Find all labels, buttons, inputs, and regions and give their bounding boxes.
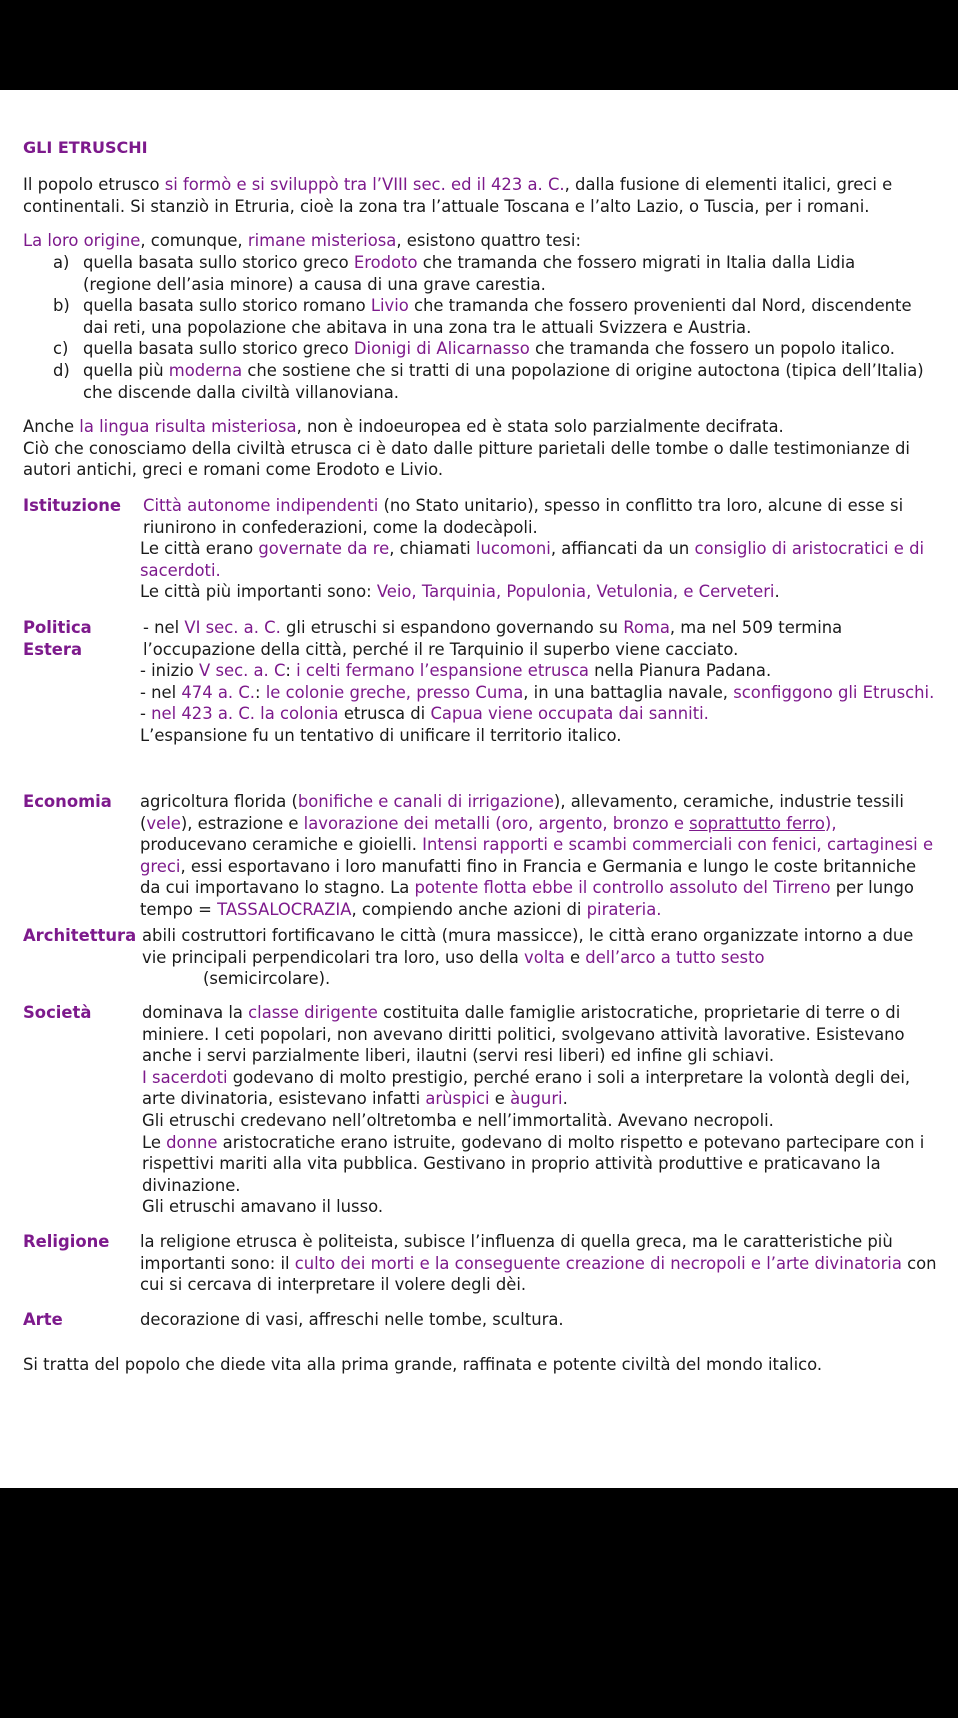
politica-highlight: Roma xyxy=(623,618,670,637)
societa-text: Le xyxy=(142,1132,167,1152)
origin-text: , comunque, xyxy=(140,231,248,250)
language-text-2: , non è indoeuropea ed è stata solo parzialmente decifrata. xyxy=(296,417,784,436)
istituzione-highlight: Veio, Tarquinia, Populonia, Vetulonia, e Cerveteri xyxy=(376,582,775,602)
societa-highlight: àuguri xyxy=(510,1089,563,1109)
politica-text: , ma nel 509 termina l’occupazione della città, perché il re Tarquinio il superbo viene cacciato. xyxy=(143,618,843,659)
document-page xyxy=(0,90,958,1488)
religione-highlight: culto dei morti e la conseguente creazione di necropoli e l’arte divinatoria xyxy=(294,1253,902,1273)
architettura-text: e xyxy=(564,947,586,967)
section-body xyxy=(140,791,940,921)
intro-highlight: si formò e si sviluppò tra l’VIII sec. ed il 423 a. C. xyxy=(164,175,565,194)
istituzione-text: , affiancati da un xyxy=(550,539,695,559)
economia-highlight: vele xyxy=(146,813,181,833)
intro-text: Il popolo etrusco xyxy=(23,175,165,194)
section-body xyxy=(140,1231,940,1296)
list-item xyxy=(23,360,928,403)
section-body xyxy=(140,925,942,990)
societa-highlight: donne xyxy=(166,1132,218,1152)
istituzione-text: (no Stato unitario), spesso in conflitto tra loro, alcune di esse si riunirono in confederazioni, come la dodecàpoli. xyxy=(143,496,904,537)
origin-text-2: , esistono quattro tesi: xyxy=(396,231,581,250)
list-item xyxy=(23,252,928,295)
economia-text: , compiendo anche azioni di xyxy=(351,899,587,919)
thesis-text-2: che sostiene che si tratti di una popolazione di origine autoctona (tipica dell’Italia) che discende dalla civiltà villanoviana. xyxy=(83,360,924,402)
istituzione-text: Le città più importanti sono: xyxy=(140,582,377,602)
politica-highlight: nel 423 a. C. la colonia xyxy=(151,704,339,724)
politica-text: - inizio xyxy=(140,661,200,681)
societa-text: . xyxy=(562,1089,568,1109)
economia-text: producevano ceramiche e gioielli. xyxy=(140,835,423,855)
religione-text: la religione etrusca è politeista, subisce l’influenza di quella greca, ma le caratteristiche più importanti sono: il xyxy=(140,1232,893,1273)
politica-highlight: 474 a. C. xyxy=(181,682,255,702)
economia-highlight: Intensi rapporti e scambi commerciali con fenici, cartaginesi e greci xyxy=(140,835,934,876)
politica-text: nella Pianura Padana. xyxy=(588,661,772,681)
origin-highlight: La loro origine xyxy=(23,231,141,250)
economia-text: ), allevamento, ceramiche, industrie tessili ( xyxy=(140,792,904,833)
politica-text: - nel xyxy=(140,682,182,702)
closing-paragraph: Si tratta del popolo che diede vita alla prima grande, raffinata e potente civiltà del mondo italico. xyxy=(23,1355,823,1374)
thesis-highlight: Dionigi di Alicarnasso xyxy=(353,339,530,359)
societa-highlight: arùspici xyxy=(425,1089,490,1109)
istituzione-text: Le città erano xyxy=(140,539,259,559)
politica-text: - xyxy=(140,704,152,724)
section-label: Economia xyxy=(23,792,112,811)
societa-text: dominava la xyxy=(142,1003,249,1022)
economia-highlight: ), xyxy=(824,813,837,833)
section-label: Società xyxy=(23,1003,92,1022)
istituzione-highlight: Città autonome indipendenti xyxy=(143,496,379,515)
economia-highlight: pirateria. xyxy=(586,899,662,919)
list-item xyxy=(23,295,928,338)
politica-highlight: i celti fermano l’espansione etrusca xyxy=(296,661,589,681)
politica-text: , in una battaglia navale, xyxy=(523,682,734,702)
istituzione-text: . xyxy=(774,582,780,602)
architettura-text: (semicircolare). xyxy=(203,969,331,989)
economia-highlight: lavorazione dei metalli (oro, argento, bronzo e xyxy=(303,813,690,833)
economia-text: ), estrazione e xyxy=(180,813,304,833)
societa-highlight: classe dirigente xyxy=(248,1003,378,1022)
politica-highlight: le colonie greche, presso Cuma xyxy=(265,682,524,702)
list-marker: a) xyxy=(53,253,70,272)
section-label: Istituzione xyxy=(23,496,122,515)
theses-list xyxy=(23,252,928,403)
thesis-highlight: Erodoto xyxy=(353,253,418,272)
section-label: Arte xyxy=(23,1310,63,1329)
politica-text: gli etruschi si espandono governando su xyxy=(280,618,624,637)
istituzione-text: , chiamati xyxy=(389,539,476,559)
language-text: Anche xyxy=(23,417,80,436)
societa-text: e xyxy=(489,1089,511,1109)
section-body xyxy=(140,617,940,747)
societa-text: Gli etruschi amavano il lusso. xyxy=(142,1197,384,1217)
societa-text: godevano di molto prestigio, perché erano i soli a interpretare la volontà degli dei, arte divinatoria, esistevano infatti xyxy=(142,1067,911,1109)
language-highlight: la lingua risulta misteriosa xyxy=(79,417,297,436)
politica-text: - nel xyxy=(143,618,185,637)
sources-text: Ciò che conosciamo della civiltà etrusca ci è dato dalle pitture parietali delle tombe o dalle testimonianze di autori antichi, greci e romani come Erodoto e Livio. xyxy=(23,438,910,480)
architettura-highlight: dell’arco a tutto sesto xyxy=(585,947,765,967)
thesis-text: quella basata sullo storico romano xyxy=(83,296,371,316)
politica-highlight: Capua viene occupata dai sanniti. xyxy=(430,704,709,724)
societa-text: aristocratiche erano istruite, godevano di molto rispetto e potevano partecipare con i rispettivi mariti alla vita pubblica. Gestivano in proprio attività produttive e praticavano la divinazione. xyxy=(142,1132,925,1195)
politica-text: etrusca di xyxy=(338,704,431,724)
religione-text: con cui si cercava di interpretare il volere degli dèi. xyxy=(140,1253,937,1295)
list-marker: b) xyxy=(53,296,70,316)
architettura-highlight: volta xyxy=(524,947,565,967)
list-item xyxy=(23,338,928,360)
politica-highlight: V sec. a. C xyxy=(199,661,286,681)
thesis-highlight: Livio xyxy=(370,296,409,316)
language-paragraph xyxy=(23,416,928,481)
economia-highlight-underlined: soprattutto ferro xyxy=(689,813,825,833)
intro-text-2: , dalla fusione di elementi italici, greci e continentali. Si stanziò in Etruria, cioè la zona tra l’attuale Toscana e l’alto Lazio, o Tuscia, per i romani. xyxy=(23,175,893,216)
economia-highlight: potente flotta ebbe il controllo assoluto del Tirreno xyxy=(414,878,831,898)
istituzione-highlight: governate da re xyxy=(258,539,390,559)
politica-highlight: sconfiggono gli Etruschi. xyxy=(733,682,935,702)
section-label: Religione xyxy=(23,1232,110,1251)
list-marker: c) xyxy=(53,339,69,359)
economia-highlight: TASSALOCRAZIA xyxy=(217,899,352,919)
thesis-highlight: moderna xyxy=(168,360,243,380)
list-marker: d) xyxy=(53,360,70,380)
origin-paragraph xyxy=(23,230,928,252)
thesis-text: quella basata sullo storico greco xyxy=(83,253,354,272)
thesis-text-2: che tramanda che fossero provenienti dal Nord, discendente dai reti, una popolazione che abitava in una zona tra le attuali Svizzera e Austria. xyxy=(83,296,912,337)
section-body xyxy=(140,495,940,603)
istituzione-highlight: lucomoni xyxy=(475,539,551,559)
economia-text: per lungo tempo = xyxy=(140,878,914,919)
section-label-line: Estera xyxy=(23,639,83,659)
section-body xyxy=(140,1002,942,1218)
intro-paragraph xyxy=(23,174,928,217)
section-label: Architettura xyxy=(23,926,137,945)
page-title: GLI ETRUSCHI xyxy=(23,138,148,157)
societa-text: costituita dalle famiglie aristocratiche, proprietarie di terre o di miniere. I ceti popolari, non avevano diritti politici, svolgevano attività lavorative. Esistevano anche i servi parzialmente liberi, ilautni (servi resi liberi) ed infine gli schiavi. xyxy=(142,1003,905,1066)
section-label-line: Politica xyxy=(23,618,92,637)
politica-text: : xyxy=(255,682,266,702)
economia-text: , essi esportavano i loro manufatti fino in Francia e Germania e lungo le coste britanniche da cui importavano lo stagno. La xyxy=(140,856,917,898)
istituzione-highlight: consiglio di aristocratici e di sacerdoti. xyxy=(140,539,925,580)
societa-text: Gli etruschi credevano nell’oltretomba e nell’immortalità. Avevano necropoli. xyxy=(142,1110,774,1130)
section-label xyxy=(23,617,141,660)
thesis-text-2: che tramanda che fossero migrati in Italia dalla Lidia (regione dell’asia minore) a causa di una grave carestia. xyxy=(83,253,856,294)
societa-highlight: I sacerdoti xyxy=(142,1067,228,1087)
economia-highlight: bonifiche e canali di irrigazione xyxy=(297,792,554,811)
politica-text: : xyxy=(285,661,297,681)
politica-highlight: VI sec. a. C. xyxy=(184,618,281,637)
thesis-text-2: che tramanda che fossero un popolo italico. xyxy=(529,339,895,359)
economia-text: agricoltura florida ( xyxy=(140,792,298,811)
architettura-text: abili costruttori fortificavano le città (mura massicce), le città erano organizzate intorno a due vie principali perpendicolari tra loro, uso della xyxy=(142,926,914,967)
thesis-text: quella basata sullo storico greco xyxy=(83,339,354,359)
politica-text: L’espansione fu un tentativo di unificare il territorio italico. xyxy=(140,725,622,745)
section-body: decorazione di vasi, affreschi nelle tombe, scultura. xyxy=(140,1310,564,1329)
origin-highlight-2: rimane misteriosa xyxy=(247,231,397,250)
thesis-text: quella più xyxy=(83,360,169,380)
